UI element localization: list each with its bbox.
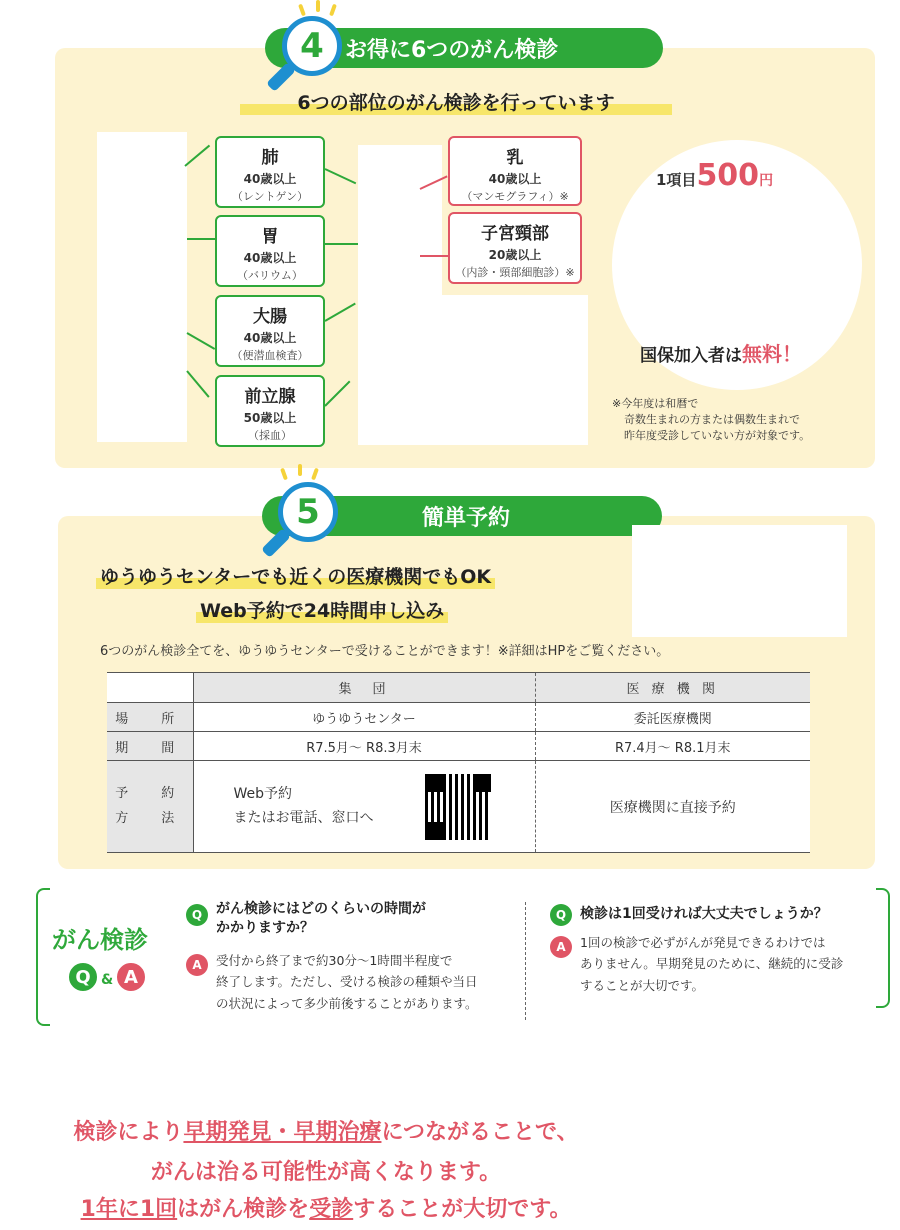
qa-question-1: がん検診にはどのくらいの時間が かかりますか？ [216, 901, 426, 936]
qa-q-logo-icon: Q [66, 960, 100, 994]
col-header-clinic: 医 療 機 関 [535, 673, 810, 703]
section4-number: 4 [282, 16, 342, 76]
cell-place-clinic: 委託医療機関 [535, 703, 810, 732]
exam-card-breast: 乳 40歳以上 （マンモグラフィ）※ [448, 136, 582, 206]
section5-number: 5 [278, 482, 338, 542]
qa-question-2: 検診は1回受ければ大丈夫でしょうか？ [580, 906, 828, 922]
qa-bracket-left [36, 888, 50, 1026]
qa-answer-1: 受付から終了まで約30分～1時間半程度で 終了します。ただし、受ける検診の種類や当日 の状況によって多少前後することがあります。 [216, 953, 478, 1011]
row-label-period: 期 間 [107, 732, 193, 761]
qr-code-icon[interactable] [425, 774, 491, 840]
exam-card-prostate: 前立腺 50歳以上 （採血） [215, 375, 325, 447]
eligibility-note: ※今年度は和暦で 奇数生まれの方または偶数生まれで 昨年度受診していない方が対象です。 [612, 397, 811, 442]
footer-line-2: がんは治る可能性が高くなります。 [150, 1160, 502, 1185]
image-placeholder-center-right [442, 295, 588, 445]
cell-place-group: ゆうゆうセンター [193, 703, 535, 732]
answer-icon: A [186, 954, 208, 976]
free-label: 国保加入者は無料！ [640, 342, 802, 366]
cell-reserve-group: Web予約 またはお電話、窓口へ [193, 761, 535, 853]
image-placeholder-left [97, 132, 187, 442]
reservation-headline-2: Web予約で24時間申し込み [196, 596, 448, 623]
footer-line-3: 1年に1回はがん検診を受診することが大切です。 [80, 1197, 572, 1222]
cell-reserve-clinic: 医療機関に直接予約 [535, 761, 810, 853]
exam-card-stomach: 胃 40歳以上 （バリウム） [215, 215, 325, 287]
qa-title: がん検診 [52, 926, 148, 954]
exam-card-lung: 肺 40歳以上 （レントゲン） [215, 136, 325, 208]
footer-line-1: 検診により早期発見・早期治療につながることで、 [73, 1120, 579, 1145]
question-icon: Q [186, 904, 208, 926]
image-placeholder-reservation [632, 525, 847, 637]
col-header-group: 集 団 [193, 673, 535, 703]
exam-card-colon: 大腸 40歳以上 （便潜血検査） [215, 295, 325, 367]
section4-title: お得に6つのがん検診 [345, 37, 559, 63]
image-placeholder-center [358, 145, 442, 445]
price-label: 1項目 500 円 [656, 158, 774, 193]
cell-period-clinic: R7.4月～ R8.1月末 [535, 732, 810, 761]
exam-card-cervix: 子宮頸部 20歳以上 （内診・頸部細胞診）※ [448, 212, 582, 284]
qa-amp: & [101, 972, 114, 988]
qa-bracket-right [876, 888, 890, 1008]
reservation-headline-1: ゆうゆうセンターでも近くの医療機関でもOK [96, 562, 495, 589]
section4-subhead: 6つの部位のがん検診を行っています [240, 88, 672, 115]
reservation-description: 6つのがん検診全てを、ゆうゆうセンターで受けることができます！※詳細はHPをご覧ください。 [100, 644, 670, 659]
question-icon: Q [550, 904, 572, 926]
row-label-place: 場 所 [107, 703, 193, 732]
qa-a-logo-icon: A [114, 960, 148, 994]
qa-divider [525, 902, 526, 1020]
row-label-reserve: 予 約 方 法 [107, 761, 193, 853]
section5-title: 簡単予約 [422, 505, 511, 531]
answer-icon: A [550, 936, 572, 958]
cell-period-group: R7.5月～ R8.3月末 [193, 732, 535, 761]
schedule-table [107, 672, 810, 853]
qa-answer-2: 1回の検診で必ずがんが発見できるわけでは ありません。早期発見のために、継続的に受診 することが大切です。 [580, 935, 844, 993]
